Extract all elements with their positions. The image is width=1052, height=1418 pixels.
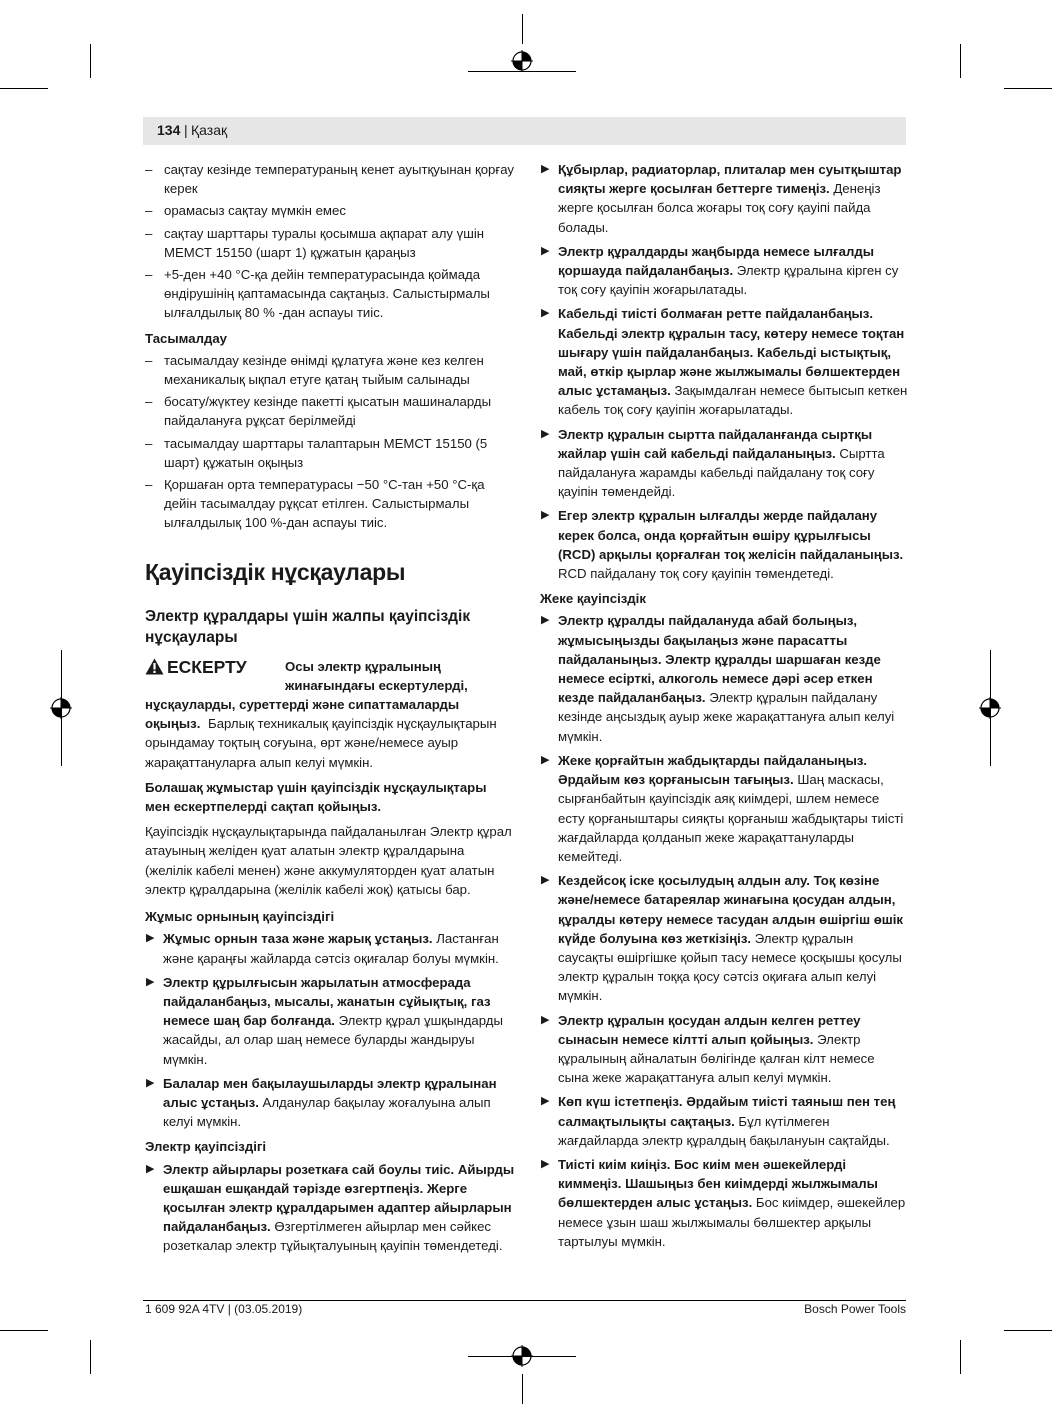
crop-mark	[960, 44, 961, 78]
list-item-text: Электр құралының айналатын бөлігінде қалған кілт немесе сына жеке жарақаттануға алып келуі мүмкін.	[558, 1031, 875, 1086]
arrow-marker-icon: ▶	[541, 1013, 550, 1026]
list-item-text: RCD пайдалану тоқ соғу қауіпін төмендетеді.	[558, 566, 834, 582]
arrow-marker-icon: ▶	[541, 427, 550, 440]
personal-heading: Жеке қауіпсіздік	[540, 591, 646, 607]
dash-marker: –	[145, 267, 153, 283]
warning-bold-line: нұсқауларды, суреттерді және сипаттамаларды оқыңыз.	[145, 697, 460, 732]
arrow-marker-icon: ▶	[541, 509, 550, 522]
arrow-marker-icon: ▶	[541, 614, 550, 627]
list-item	[540, 425, 908, 502]
warning-text	[145, 695, 515, 772]
electrical-list-continued	[540, 160, 908, 583]
list-item	[145, 351, 515, 389]
right-column	[540, 160, 908, 1256]
work-area-heading: Жұмыс орнының қауіпсіздігі	[145, 909, 335, 925]
arrow-marker-icon: ▶	[146, 1076, 155, 1089]
list-item	[145, 929, 515, 967]
left-column	[145, 160, 515, 1261]
arrow-marker-icon: ▶	[541, 874, 550, 887]
keep-instructions: Болашақ жұмыстар үшін қауіпсіздік нұсқаулықтары мен ескертпелерді сақтап қойыңыз.	[145, 779, 487, 815]
dash-marker: –	[145, 394, 153, 410]
list-item-text: Электр құрал ұшқындарды жасайды, ал олар шаң немесе буларды жандыруы мүмкін.	[163, 1013, 503, 1067]
list-item	[540, 506, 908, 583]
dash-marker: –	[145, 352, 153, 368]
list-item-bold: Электр айырлары розеткаға сай боулы тиіс. Айырды ешқашан ешқандай тәрізде өзгертпеңіз. Жерге қосылған электр құралдарымен адаптер айырларын пайдаланбаңыз.	[163, 1161, 515, 1235]
list-item-bold: Егер электр құралын ылғалды жерде пайдалану керек болса, онда қорғайтын өшіру құрылғысы (RCD) арқылы қорғалған тоқ желісін пайдаланыңыз.	[558, 508, 904, 562]
list-item	[145, 973, 515, 1069]
list-item-bold: Тиісті киім киіңіз. Бос киім мен әшекейлерді киммеңіз. Шашыңыз бен киімдерді жылжымалы бөлшектерден алыс ұстаңыз.	[558, 1156, 878, 1211]
registration-mark-icon	[511, 50, 533, 72]
list-item	[145, 475, 515, 533]
list-item-bold: Көп күш істетпеңіз. Әрдайым тиісті таяныш пен тең салмақтылықты сақтаңыз.	[558, 1094, 896, 1129]
list-item-text: Қоршаған орта температурасы −50 °C-тан +50 °C-қа дейін тасымалдау рұқсат етілген. Салыстырмалы ылғалдылық 100 %-дан аспауы тиіс.	[164, 477, 485, 531]
arrow-marker-icon: ▶	[146, 1162, 155, 1175]
section-title: Қауіпсіздік нұсқаулары	[145, 558, 406, 585]
page-number: 134	[157, 122, 181, 138]
term-paragraph: Қауіпсіздік нұсқаулықтарында пайдаланылған Электр құрал атауының желіден қуат алатын электр құралдарына (желілік кабелі менен) және аккумуляторден қуат алатын электр құралдарына (желілік кабелі жоқ) қатысы бар.	[145, 824, 512, 897]
arrow-marker-icon: ▶	[541, 1157, 550, 1170]
list-item-bold: Электр құрылғысын жарылатын атмосферада пайдаланбаңыз, мысалы, жанатын сұйықтық, газ немесе шаң бар болғанда.	[163, 974, 491, 1029]
arrow-marker-icon: ▶	[541, 1095, 550, 1108]
registration-mark-icon	[511, 1345, 533, 1367]
dash-marker: –	[145, 225, 153, 241]
list-item-text: босату/жүктеу кезінде пакетті қысатын машиналарды пайдалануға рұқсат берілмейді	[164, 394, 492, 429]
list-item	[145, 201, 515, 220]
warning-block	[145, 657, 515, 772]
storage-list	[145, 160, 515, 323]
registration-mark-icon	[50, 697, 72, 719]
list-item	[145, 160, 515, 198]
list-item	[145, 392, 515, 430]
list-item-bold: Балалар мен бақылаушыларды электр құралынан алыс ұстаңыз.	[163, 1075, 497, 1110]
list-item-text: +5-ден +40 °C-қа дейін температурасында қоймада өндірушінің қаптамасында сақтаңыз. Салыстырмалы ылғалдылық 80 % -дан аспауы тиіс.	[164, 267, 490, 321]
arrow-marker-icon: ▶	[541, 753, 550, 766]
crop-mark	[1004, 1330, 1052, 1331]
list-item-text: Бұл күтілмеген жағдайларда электр құралдың бақылануын сақтайды.	[558, 1113, 890, 1148]
dash-marker: –	[145, 435, 153, 451]
electrical-heading: Электр қауіпсіздігі	[145, 1139, 267, 1155]
list-item	[145, 1074, 515, 1132]
arrow-marker-icon: ▶	[146, 975, 155, 988]
warning-body: Барлық техникалық қауіпсіздік нұсқаулықтарын орындамау тоқтың соғуына, өрт және/немесе ауыр жарақаттануларға алып келуі мүмкін.	[145, 716, 497, 770]
list-item	[540, 304, 908, 419]
list-item-text: сақтау кезінде температураның кенет ауытқуынан қорғау керек	[164, 162, 514, 197]
warning-bold-line: жинағындағы ескертулерді,	[285, 677, 468, 693]
crop-mark	[90, 1340, 91, 1374]
list-item-bold: Электр құралды пайдалануда абай болыңыз, жұмысыңызды бақылаңыз және парасатты пайдаланыңыз. Электр құралды шаршаған кезде немесе есірткі, алкоголь немесе дәрі әсер еткен кезде пайдаланбаңыз.	[558, 613, 881, 706]
footer-doc-code: 1 609 92A 4TV | (03.05.2019)	[145, 1302, 303, 1316]
dash-marker: –	[145, 162, 153, 177]
crop-mark	[522, 1374, 523, 1404]
list-item-bold: Кездейсоқ іске қосылудың алдын алу. Тоқ көзіне және/немесе батареялар жинағына қосудан алдын, құралды көтеру немесе тасудан алдын өшіргіш өшік күйде болуына көз жеткізіңіз.	[558, 873, 904, 946]
electrical-list	[145, 1160, 515, 1256]
crop-mark	[960, 1340, 961, 1374]
list-item	[540, 871, 908, 1005]
crop-mark	[0, 1330, 48, 1331]
transport-heading: Тасымалдау	[145, 330, 227, 346]
list-item	[540, 1155, 908, 1251]
dash-marker: –	[145, 203, 153, 219]
list-item-text: Электр құралын саусақты өшіргішке қойып тасу немесе қосқышы қосулы электр құралын тоққа қосу сәтсіз оқиғаға алып келуі мүмкін.	[558, 930, 902, 1004]
list-item-text: Алданулар бақылау жоғалуына алып келуі мүмкін.	[163, 1094, 491, 1130]
warning-triangle-icon	[145, 658, 164, 675]
list-item-text: Зақымдалған немесе бытысып кеткен кабель тоқ соғу қауіпін жоғарылатады.	[558, 383, 908, 418]
transport-list	[145, 351, 515, 533]
crop-mark	[90, 44, 91, 78]
list-item	[145, 1160, 515, 1256]
list-item	[145, 265, 515, 323]
list-item-bold: Жұмыс орнын таза және жарық ұстаңыз.	[163, 931, 433, 947]
subsection-title: Электр құралдары үшін жалпы қауіпсіздік нұсқаулары	[145, 607, 471, 646]
warning-label	[145, 657, 247, 677]
arrow-marker-icon: ▶	[146, 932, 155, 945]
list-item-bold: Электр құралын сыртта пайдаланғанда сыртқы жайлар үшін сай кабельді пайдаланыңыз.	[558, 426, 873, 461]
header-separator: |	[184, 122, 188, 138]
warning-label-text: ЕСКЕРТУ	[167, 656, 247, 677]
list-item-text: Ластанған және қараңғы жайларда сәтсіз оқиғалар болуы мүмкін.	[163, 931, 499, 966]
list-item-text: тасымалдау кезінде өнімді құлатуға және кез келген механикалық ықпал етуге қатаң тыйым салынады	[164, 352, 484, 388]
list-item	[540, 1092, 908, 1150]
header-language: Қазақ	[191, 122, 228, 138]
list-item-text: орамасыз сақтау мүмкін емес	[164, 203, 346, 219]
footer-divider	[143, 1300, 906, 1301]
list-item-text: Сыртта пайдалануға жарамды кабельді пайдалану тоқ соғу қауіпін төмендейді.	[558, 445, 885, 500]
footer-brand: Bosch Power Tools	[804, 1302, 906, 1316]
list-item-text: тасымалдау шарттары талаптарын МЕМСТ 15150 (5 шарт) құжатын оқыңыз	[164, 435, 488, 470]
warning-bold-line: Осы электр құралының	[285, 658, 441, 674]
list-item-text: Шаң маскасы, сырғанбайтын қауіпсіздік аяқ киімдері, шлем немесе есту қорғаныштары сияқты қорғаныш жабдықтары тиісті жағдайларда қолданып жеке жарақаттануларды кемейтеді.	[558, 772, 904, 864]
list-item	[145, 434, 515, 472]
list-item-text: Денеңіз жерге қосылған болса жоғары тоқ соғу қауіпі пайда болады.	[558, 181, 881, 235]
arrow-marker-icon: ▶	[541, 163, 550, 175]
list-item-text: Бос киімдер, әшекейлер немесе ұзын шаш жылжымалы бөлшектер арқылы тартылуы мүмкін.	[558, 1195, 906, 1249]
work-area-list	[145, 929, 515, 1131]
list-item-bold: Электр құралын қосудан алдын келген реттеу сынасын немесе кілтті алып қойыңыз.	[558, 1012, 861, 1047]
list-item-text: сақтау шарттары туралы қосымша ақпарат алу үшін МЕМСТ 15150 (шарт 1) құжатын қараңыз	[164, 225, 485, 260]
dash-marker: –	[145, 477, 153, 493]
crop-mark	[1004, 88, 1052, 89]
list-item-bold: Кабельді тиісті болмаған ретте пайдаланбаңыз. Кабельді электр құралын тасу, көтеру немесе тоқтан шығару үшін пайдаланбаңыз. Кабельді ыстықтық, май, өткір қырлар және жылжымалы бөлшектерден алыс ұстамаңыз.	[558, 306, 905, 399]
list-item-text: Электр құралын пайдалану кезінде аңсыздық ауыр жеке жарақаттануға алып келуі мүмкін.	[558, 690, 895, 744]
list-item-bold: Электр құралдарды жаңбырда немесе ылғалды қоршауда пайдаланбаңыз.	[558, 243, 874, 279]
crop-mark	[522, 14, 523, 44]
page-header	[143, 117, 906, 145]
registration-mark-icon	[979, 697, 1001, 719]
list-item	[540, 160, 908, 237]
personal-list	[540, 611, 908, 1251]
list-item-bold: Құбырлар, радиаторлар, плиталар мен суытқыштар сияқты жерге қосылған беттерге тимеңіз.	[558, 162, 902, 197]
arrow-marker-icon: ▶	[541, 244, 550, 257]
list-item	[145, 224, 515, 262]
list-item-bold: Жеке қорғайтын жабдықтарды пайдаланыңыз. Әрдайым көз қорғанысын тағыңыз.	[558, 752, 868, 788]
list-item	[540, 1011, 908, 1088]
list-item	[540, 242, 908, 300]
arrow-marker-icon: ▶	[541, 307, 550, 320]
crop-mark	[0, 88, 48, 89]
list-item-text: Электр құралына кірген су тоқ соғу қауіпін жоғарылатады.	[558, 263, 899, 298]
list-item	[540, 751, 908, 866]
list-item-text: Өзгертілмеген айырлар мен сәйкес розеткалар электр тұйықталуының қауіпін төмендетеді.	[163, 1219, 503, 1254]
list-item	[540, 611, 908, 745]
